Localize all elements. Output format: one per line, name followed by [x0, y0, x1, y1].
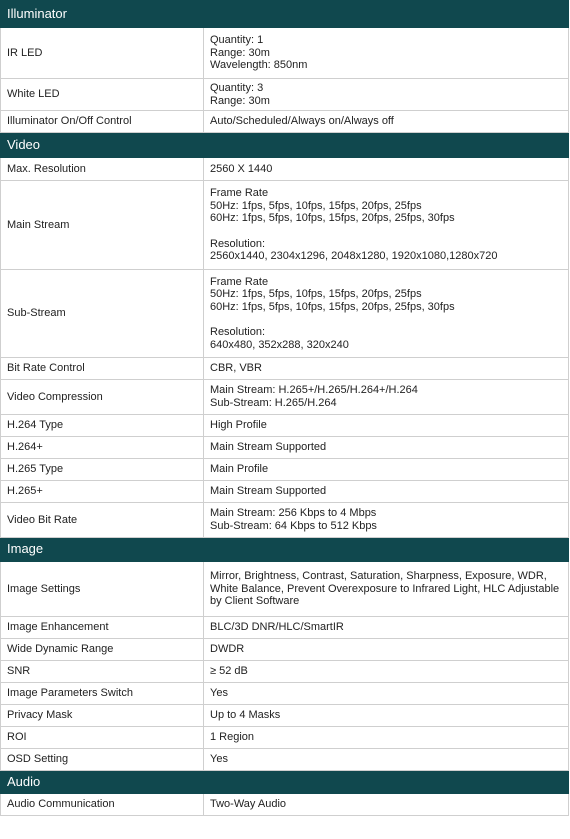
spec-value-line: Two-Way Audio [210, 798, 287, 811]
spec-value-line: ≥ 52 dB [210, 665, 248, 678]
spec-row-video-bit-rate [1, 503, 569, 538]
spec-label: H.265 Type [1, 459, 204, 481]
spec-value [204, 79, 569, 111]
spec-value-line: Frame Rate [210, 187, 269, 200]
spec-value [204, 181, 569, 270]
spec-value-line: Frame Rate [210, 275, 269, 288]
spec-value-line: Resolution: [210, 237, 266, 250]
spec-value-line: Up to 4 Masks [210, 709, 281, 722]
spec-value-line [210, 314, 562, 327]
spec-value-line: Yes [210, 753, 228, 766]
spec-label: H.264 Type [1, 415, 204, 437]
spec-value-line: Main Profile [210, 463, 269, 476]
spec-row-roi [1, 727, 569, 749]
spec-value [204, 562, 569, 617]
spec-label: Bit Rate Control [1, 358, 204, 380]
spec-value [204, 415, 569, 437]
spec-label: H.264+ [1, 437, 204, 459]
spec-value [204, 158, 569, 181]
section-header-illuminator [1, 1, 569, 28]
spec-value [204, 639, 569, 661]
spec-table-body [1, 1, 569, 816]
spec-value-line: 1 Region [210, 731, 255, 744]
spec-value-line: DWDR [210, 643, 245, 656]
spec-value [204, 683, 569, 705]
spec-value [204, 437, 569, 459]
spec-value-line: 60Hz: 1fps, 5fps, 10fps, 15fps, 20fps, 25fps, 30fps [210, 300, 455, 313]
spec-row-image-enhancement [1, 617, 569, 639]
spec-row-snr [1, 661, 569, 683]
spec-value-line: Quantity: 1 [210, 34, 264, 47]
spec-value [204, 503, 569, 538]
spec-value-line: Auto/Scheduled/Always on/Always off [210, 115, 394, 128]
spec-label: Privacy Mask [1, 705, 204, 727]
spec-value-line: 2560x1440, 2304x1296, 2048x1280, 1920x1080,1280x720 [210, 250, 498, 263]
spec-row-h-265-type [1, 459, 569, 481]
spec-value-line: High Profile [210, 419, 267, 432]
spec-value [204, 380, 569, 415]
spec-value-line: Resolution: [210, 326, 266, 339]
section-header-video [1, 133, 569, 158]
spec-value [204, 749, 569, 771]
spec-label: Image Settings [1, 562, 204, 617]
spec-row-h-265 [1, 481, 569, 503]
spec-value-line: Quantity: 3 [210, 81, 264, 94]
spec-label: IR LED [1, 28, 204, 79]
spec-value [204, 481, 569, 503]
spec-value-line: Main Stream Supported [210, 485, 327, 498]
spec-value [204, 705, 569, 727]
spec-label: White LED [1, 79, 204, 111]
section-header-image [1, 538, 569, 562]
spec-row-h-264-type [1, 415, 569, 437]
section-title: Audio [1, 771, 569, 794]
spec-value [204, 727, 569, 749]
spec-label: Wide Dynamic Range [1, 639, 204, 661]
spec-row-wide-dynamic-range [1, 639, 569, 661]
spec-row-privacy-mask [1, 705, 569, 727]
section-title: Illuminator [1, 1, 569, 28]
spec-label: SNR [1, 661, 204, 683]
spec-label: Image Enhancement [1, 617, 204, 639]
spec-label: ROI [1, 727, 204, 749]
spec-row-image-settings [1, 562, 569, 617]
spec-value-line: Yes [210, 687, 228, 700]
spec-label: Illuminator On/Off Control [1, 111, 204, 133]
spec-value-line: Sub-Stream: H.265/H.264 [210, 397, 337, 409]
spec-value-line: 50Hz: 1fps, 5fps, 10fps, 15fps, 20fps, 25fps [210, 288, 422, 301]
spec-label: Max. Resolution [1, 158, 204, 181]
spec-value-line: by Client Software [210, 595, 300, 608]
spec-row-illuminator-on-off-control [1, 111, 569, 133]
spec-value [204, 459, 569, 481]
section-title: Image [1, 538, 569, 562]
spec-label: OSD Setting [1, 749, 204, 771]
spec-value [204, 270, 569, 358]
section-title: Video [1, 133, 569, 158]
spec-value-line: Sub-Stream: 64 Kbps to 512 Kbps [210, 520, 377, 532]
spec-label: Sub-Stream [1, 270, 204, 358]
spec-value-line: Main Stream Supported [210, 441, 327, 454]
spec-row-video-compression [1, 380, 569, 415]
spec-value-line: 60Hz: 1fps, 5fps, 10fps, 15fps, 20fps, 25fps, 30fps [210, 212, 455, 225]
spec-value-line: CBR, VBR [210, 362, 262, 375]
spec-row-white-led [1, 79, 569, 111]
spec-row-bit-rate-control [1, 358, 569, 380]
spec-row-ir-led [1, 28, 569, 79]
spec-row-h-264 [1, 437, 569, 459]
spec-value-line [210, 225, 562, 238]
spec-value-line: White Balance, Prevent Overexposure to Infrared Light, HLC Adjustable [210, 582, 560, 595]
spec-row-main-stream [1, 181, 569, 270]
spec-value-line: 50Hz: 1fps, 5fps, 10fps, 15fps, 20fps, 25fps [210, 199, 422, 212]
spec-row-image-parameters-switch [1, 683, 569, 705]
spec-row-max-resolution [1, 158, 569, 181]
spec-value [204, 358, 569, 380]
spec-label: H.265+ [1, 481, 204, 503]
spec-value [204, 661, 569, 683]
spec-row-sub-stream [1, 270, 569, 358]
spec-value-line: Wavelength: 850nm [210, 59, 308, 72]
spec-row-audio-communication [1, 794, 569, 816]
spec-value-line: Mirror, Brightness, Contrast, Saturation, Sharpness, Exposure, WDR, [210, 570, 547, 583]
spec-label: Audio Communication [1, 794, 204, 816]
spec-value-line: 640x480, 352x288, 320x240 [210, 338, 349, 351]
spec-label: Image Parameters Switch [1, 683, 204, 705]
spec-value [204, 794, 569, 816]
spec-value-line: Range: 30m [210, 46, 270, 59]
spec-value-line: Main Stream: H.265+/H.265/H.264+/H.264 [210, 384, 418, 397]
spec-label: Video Compression [1, 380, 204, 415]
spec-value-line: Range: 30m [210, 94, 270, 107]
spec-value-line: BLC/3D DNR/HLC/SmartIR [210, 621, 344, 634]
spec-label: Video Bit Rate [1, 503, 204, 538]
section-header-audio [1, 771, 569, 794]
spec-value [204, 617, 569, 639]
spec-value [204, 111, 569, 133]
spec-label: Main Stream [1, 181, 204, 270]
spec-value-line: 2560 X 1440 [210, 162, 273, 175]
spec-value [204, 28, 569, 79]
spec-value-line: Main Stream: 256 Kbps to 4 Mbps [210, 507, 377, 520]
spec-row-osd-setting [1, 749, 569, 771]
